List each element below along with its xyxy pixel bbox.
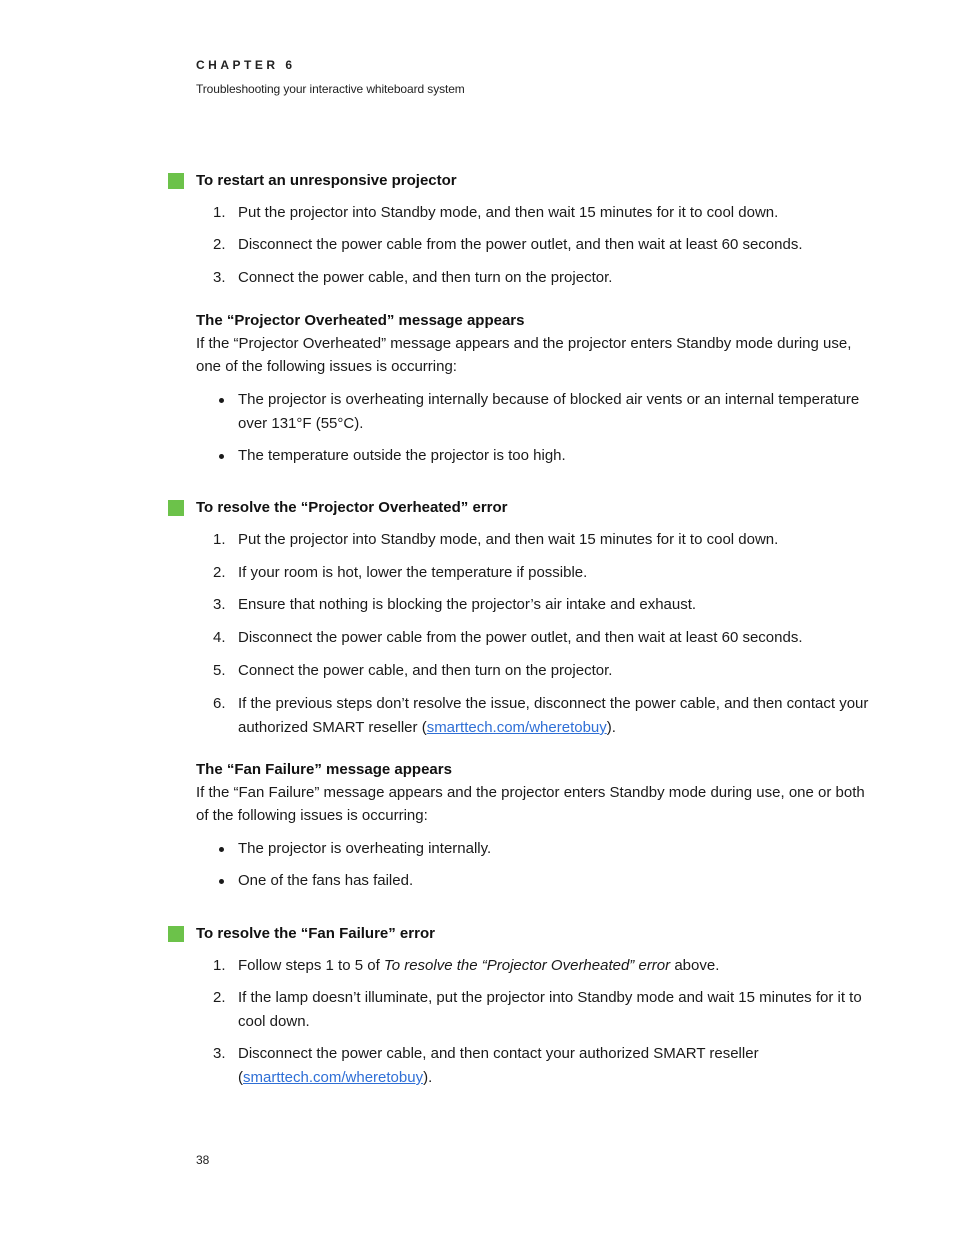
step-text-before: Follow steps 1 to 5 of [238,957,384,974]
list-item [196,444,876,468]
step-text: Put the projector into Standby mode, and then wait 15 minutes for it to cool down. [238,531,779,548]
step-text: Connect the power cable, and then turn on the projector. [238,662,613,679]
step-text [238,1042,876,1090]
procedure-marker-icon [168,926,184,942]
procedure-heading-overheated [196,499,508,516]
procedure-heading-text: To restart an unresponsive projector [196,172,457,189]
list-item [196,528,876,552]
procedure-heading-text: To resolve the “Projector Overheated” error [196,499,508,516]
bullet-icon [219,847,224,852]
step-number: 5. [213,662,226,679]
list-item [196,626,876,650]
list-item [196,837,876,861]
bullet-icon [219,454,224,459]
list-item [196,388,876,436]
section-heading-fan-failure: The “Fan Failure” message appears [196,761,452,778]
bullet-icon [219,879,224,884]
step-text: If the lamp doesn’t illuminate, put the projector into Standby mode and wait 15 minutes for it to cool down. [238,989,862,1030]
bullet-text: The projector is overheating internally because of blocked air vents or an internal temperature over 131°F (55°C). [238,391,860,432]
section-intro-fan-failure: If the “Fan Failure” message appears and the projector enters Standby mode during use, one or both of the following issues is occurring: [196,784,865,824]
list-item [196,593,876,617]
list-item [196,233,876,257]
page-number: 38 [196,1153,210,1167]
step-text: Connect the power cable, and then turn on the projector. [238,269,613,286]
step-number: 4. [213,629,226,646]
step-number: 3. [213,269,226,286]
step-text-before: Disconnect the power cable, and then contact your authorized SMART reseller ( [238,1045,759,1086]
list-item [196,954,876,978]
step-text: Ensure that nothing is blocking the projector’s air intake and exhaust. [238,596,697,613]
procedure-heading-fan-failure [196,925,435,942]
step-emphasis: To resolve the “Projector Overheated” error [383,957,671,974]
section-intro-overheated: If the “Projector Overheated” message appears and the projector enters Standby mode during use, one of the following issues is occurring: [196,335,852,375]
step-text: Disconnect the power cable from the power outlet, and then wait at least 60 seconds. [238,629,803,646]
list-item [196,561,876,585]
chapter-label: CHAPTER 6 [196,58,296,72]
reseller-link[interactable]: smarttech.com/wheretobuy [243,1069,424,1086]
list-item [196,659,876,683]
step-text-after: ). [606,719,616,736]
step-number: 2. [213,564,226,581]
step-number: 3. [213,596,226,613]
list-item [196,986,876,1034]
step-text: Put the projector into Standby mode, and then wait 15 minutes for it to cool down. [238,204,779,221]
step-number: 1. [213,531,226,548]
step-number: 6. [213,695,226,712]
step-number: 1. [213,957,226,974]
step-text: If your room is hot, lower the temperature if possible. [238,564,588,581]
section-heading-overheated: The “Projector Overheated” message appears [196,312,525,329]
step-number: 3. [213,1045,226,1062]
list-item [196,201,876,225]
bullet-text: One of the fans has failed. [238,872,414,889]
list-item [196,266,876,290]
step-text-after: ). [423,1069,433,1086]
list-item [196,692,876,740]
bullet-text: The temperature outside the projector is too high. [238,447,566,464]
bullet-icon [219,398,224,403]
step-number: 2. [213,236,226,253]
step-text-after: above. [670,957,720,974]
step-number: 1. [213,204,226,221]
step-text: Disconnect the power cable from the power outlet, and then wait at least 60 seconds. [238,236,803,253]
procedure-heading-text: To resolve the “Fan Failure” error [196,925,435,942]
reseller-link[interactable]: smarttech.com/wheretobuy [426,719,607,736]
step-text-before: If the previous steps don’t resolve the issue, disconnect the power cable, and then contact your authorized SMART reseller ( [238,695,869,736]
step-text [238,954,876,978]
procedure-marker-icon [168,173,184,189]
step-text [238,692,876,740]
procedure-marker-icon [168,500,184,516]
bullet-text: The projector is overheating internally. [238,840,492,857]
chapter-subtitle: Troubleshooting your interactive whiteboard system [196,82,465,96]
step-number: 2. [213,989,226,1006]
list-item [196,869,876,893]
list-item [196,1042,876,1090]
procedure-heading-restart [196,172,457,189]
